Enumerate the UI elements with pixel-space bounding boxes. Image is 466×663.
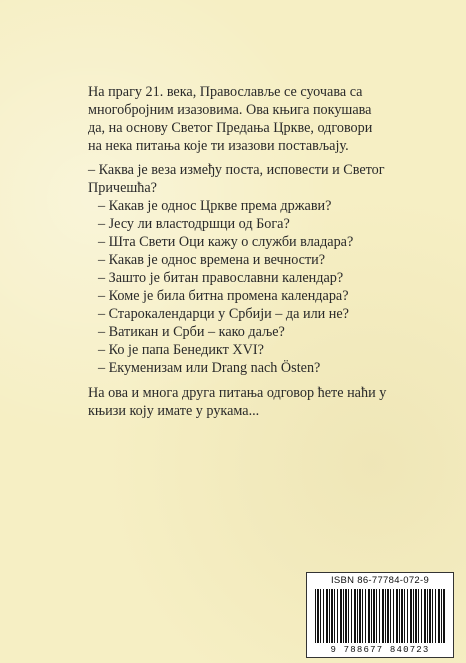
outro-paragraph: На ова и многа друга питања одговор ћете наћи у књизи коју имате у рукама... xyxy=(88,385,387,419)
question-item: – Шта Свети Оци кажу о служби владара? xyxy=(98,234,354,250)
question-item: – Екуменизам или Drang nach Östen? xyxy=(98,360,321,376)
question-item: – Коме је била битна промена календара? xyxy=(98,288,349,304)
question-item: – Какав је однос Цркве према држави? xyxy=(98,198,332,214)
barcode-bars xyxy=(315,589,445,643)
question-item: – Каква је веза између поста, исповести и Светог Причешћа? xyxy=(88,162,385,196)
intro-paragraph: На прагу 21. века, Православље се суочава са многобројним изазовима. Ова књига покушава да, на основу Светог Предања Цркве, одговори на нека питања које ти изазови постављају. xyxy=(88,84,373,154)
question-item: – Ко је папа Бенедикт XVI? xyxy=(98,342,264,358)
question-item: – Какав је однос времена и вечности? xyxy=(98,252,326,268)
question-item: – Зашто је битан православни календар? xyxy=(98,270,344,286)
isbn-label: ISBN 86-77784-072-9 xyxy=(330,575,430,586)
question-item: – Ватикан и Срби – како даље? xyxy=(98,324,285,340)
ean-number: 9 788677 840723 xyxy=(307,645,453,655)
question-item: – Старокалендарци у Србији – да или не? xyxy=(98,306,349,322)
isbn-barcode xyxy=(306,572,454,658)
question-item: – Јесу ли властодршци од Бога? xyxy=(98,216,290,232)
questions-list xyxy=(88,161,388,377)
